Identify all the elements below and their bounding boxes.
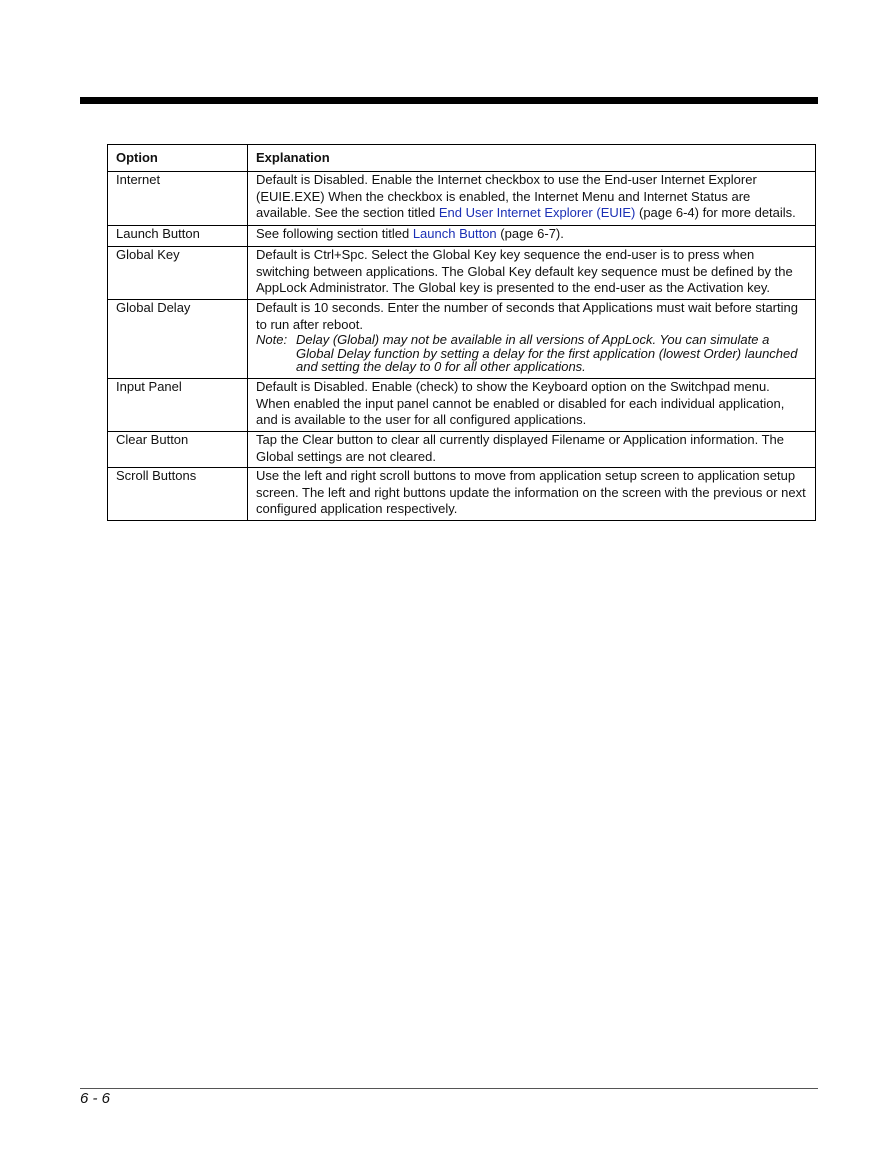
euie-link[interactable]: End User Internet Explorer (EUIE) [438, 205, 636, 220]
option-cell: Scroll Buttons [108, 468, 248, 521]
note-label: Note: [256, 332, 288, 347]
footer-rule [80, 1088, 818, 1089]
explanation-cell [248, 226, 816, 247]
explanation-text: Default is Disabled. Enable the Internet checkbox to use the End-user Internet Explorer (EUIE.EXE) When the checkbox is enabled, the Internet Menu and Internet Status are available. See the section titled [256, 172, 757, 220]
explanation-cell: Use the left and right scroll buttons to move from application setup screen to application setup screen. The left and right buttons update the information on the screen with the previous or next configured application respectively. [248, 468, 816, 521]
explanation-cell: Default is Disabled. Enable (check) to show the Keyboard option on the Switchpad menu. When enabled the input panel cannot be enabled or disabled for each individual application, and is available to the user for all configured applications. [248, 379, 816, 432]
table-row [108, 468, 816, 521]
option-cell: Internet [108, 172, 248, 226]
page-number: 6 - 6 [80, 1090, 111, 1107]
option-cell: Input Panel [108, 379, 248, 432]
note-text: Delay (Global) may not be available in all versions of AppLock. You can simulate a Global Delay function by setting a delay for the first application (lowest Order) launched and setting the delay to 0 for all other applications. [296, 332, 798, 374]
header-rule [80, 97, 818, 104]
launch-button-link[interactable]: Launch Button [412, 226, 497, 241]
explanation-cell: Tap the Clear button to clear all currently displayed Filename or Application information. The Global settings are not cleared. [248, 432, 816, 468]
table-header-row [108, 145, 816, 172]
option-cell: Global Delay [108, 300, 248, 379]
header-explanation: Explanation [248, 145, 816, 172]
table-row [108, 172, 816, 226]
table-row [108, 379, 816, 432]
table-row [108, 432, 816, 468]
explanation-text: See following section titled [256, 226, 413, 241]
header-option: Option [108, 145, 248, 172]
table-row [108, 247, 816, 300]
explanation-text: (page 6-7). [496, 226, 564, 241]
table-row [108, 226, 816, 247]
note-block [256, 333, 807, 374]
explanation-text: (page 6-4) for more details. [635, 205, 796, 220]
option-cell: Global Key [108, 247, 248, 300]
explanation-cell [248, 300, 816, 379]
options-table [107, 144, 816, 521]
explanation-cell [248, 172, 816, 226]
option-cell: Launch Button [108, 226, 248, 247]
explanation-text: Default is 10 seconds. Enter the number of seconds that Applications must wait before starting to run after reboot. [256, 300, 798, 332]
option-cell: Clear Button [108, 432, 248, 468]
table-row [108, 300, 816, 379]
explanation-cell: Default is Ctrl+Spc. Select the Global Key key sequence the end-user is to press when switching between applications. The Global Key default key sequence must be defined by the AppLock Administrator. The Global key is presented to the end-user as the Activation key. [248, 247, 816, 300]
